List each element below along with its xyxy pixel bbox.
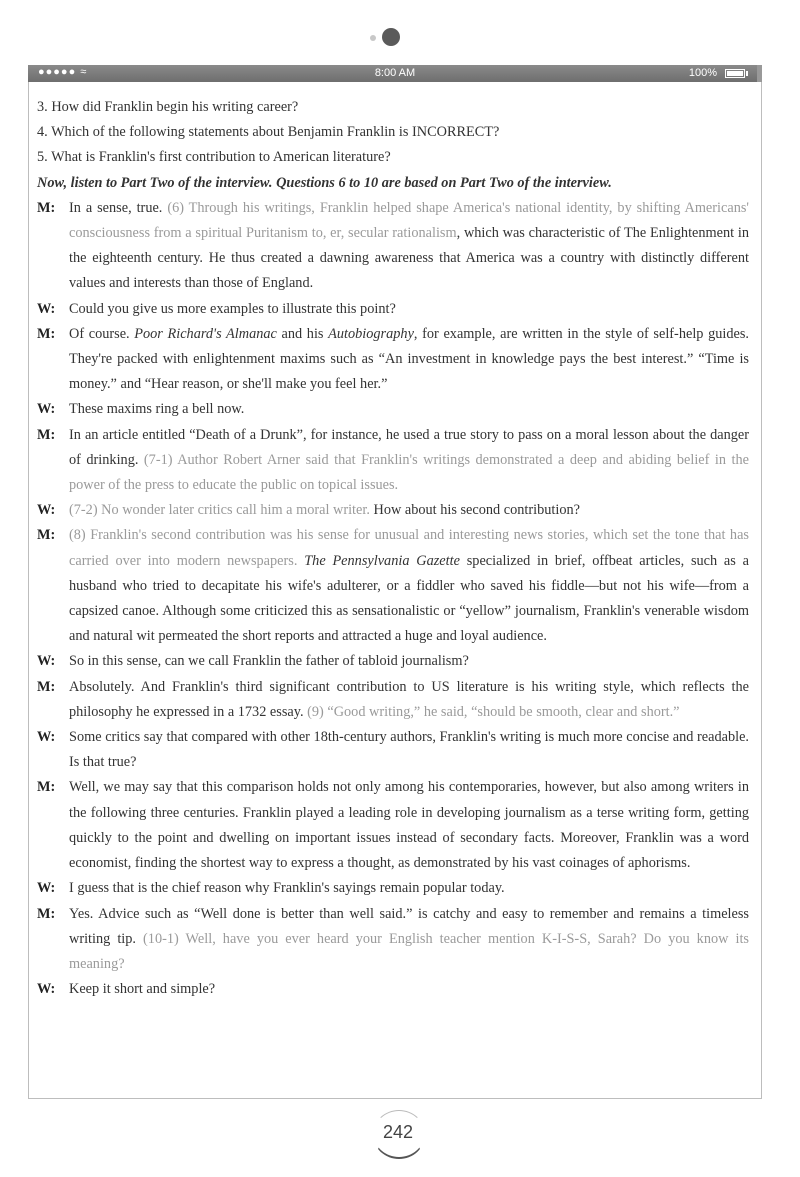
dialogue-turn bbox=[37, 902, 749, 978]
speaker-label: W: bbox=[37, 880, 56, 897]
speaker-label: W: bbox=[37, 729, 56, 746]
question-item bbox=[37, 95, 749, 120]
dialogue-text: , for example, are written in the style of self-help guides. They're packed with enlightenment maxims such as “An investment in knowledge pays the best interest.” “Time is money.” and “Hear reason, or she'll make you feel her.” bbox=[69, 325, 749, 393]
speaker-label: W: bbox=[37, 653, 56, 670]
speaker-label: W: bbox=[37, 401, 56, 418]
question-item bbox=[37, 120, 749, 145]
dialogue-text: I guess that is the chief reason why Franklin's sayings remain popular today. bbox=[69, 880, 505, 897]
dialogue-turn bbox=[37, 397, 749, 422]
dialogue-text: In an article entitled “Death of a Drunk”, for instance, he used a true story to pass on a moral lesson about the danger of drinking. bbox=[69, 426, 749, 468]
scrollbar[interactable] bbox=[757, 65, 762, 82]
transcript-content bbox=[37, 95, 749, 1002]
dialogue-turn bbox=[37, 523, 749, 649]
status-time: 8:00 AM bbox=[374, 67, 416, 79]
speaker-label: W: bbox=[37, 300, 56, 317]
battery-tip bbox=[746, 71, 748, 76]
dialogue-text: In a sense, true. bbox=[69, 199, 168, 216]
dialogue-turn bbox=[37, 196, 749, 297]
dialogue-turn bbox=[37, 977, 749, 1002]
answer-cue-text: (6) Through his writings, Franklin helped shape America's national identity, by shifting Americans' consciousness from a spiritual Puritanism to, er, secular rationalism bbox=[69, 199, 749, 242]
dialogue-text: Some critics say that compared with other 18th-century authors, Franklin's writing is much more concise and readable. Is that true? bbox=[69, 729, 749, 771]
device-sensor bbox=[370, 35, 376, 41]
dialogue bbox=[37, 196, 749, 1003]
dialogue-turn bbox=[37, 775, 749, 876]
answer-cue-text: (8) Franklin's second contribution was his sense for unusual and interesting news stories, which set the tone that has carried over into modern newspapers. bbox=[69, 527, 749, 569]
dialogue-text: So in this sense, can we call Franklin the father of tabloid journalism? bbox=[69, 653, 469, 670]
dialogue-turn bbox=[37, 498, 749, 523]
dialogue-turn bbox=[37, 297, 749, 322]
title-text: Autobiography bbox=[328, 325, 414, 342]
dialogue-text: Keep it short and simple? bbox=[69, 981, 216, 998]
dialogue-turn bbox=[37, 876, 749, 901]
dialogue-text: How about his second contribution? bbox=[373, 502, 580, 519]
question-text: Which of the following statements about Benjamin Franklin is INCORRECT? bbox=[51, 124, 500, 141]
dialogue-text: Absolutely. And Franklin's third significant contribution to US literature is his writing style, which reflects the philosophy he expressed in a 1732 essay. bbox=[69, 678, 749, 720]
dialogue-text: Of course. bbox=[69, 325, 135, 342]
page-number-badge bbox=[366, 1108, 430, 1158]
dialogue-text: and his bbox=[276, 325, 329, 342]
battery-percent: 100% bbox=[688, 67, 717, 79]
signal-wifi-icon: ●●●●● ≈ bbox=[38, 66, 88, 78]
speaker-label: M: bbox=[37, 527, 56, 544]
dialogue-turn bbox=[37, 322, 749, 398]
answer-cue-text: (7-1) Author Robert Arner said that Franklin's writings demonstrated a deep and abiding belief in the power of the press to educate the public on topical issues. bbox=[69, 451, 749, 494]
question-list bbox=[37, 95, 749, 171]
dialogue-text: specialized in brief, offbeat articles, such as a husband who tried to decapitate his wife's adulterer, or a fiddler who saved his fiddle—but not his wife—from a capsized canoe. Although some criticized this as sensationalistic or “yellow” journalism, Franklin's venerable wisdom and natural wit permeated the short reports and attracted a huge and loyal audience. bbox=[69, 552, 749, 645]
speaker-label: W: bbox=[37, 502, 56, 519]
title-text: Poor Richard's Almanac bbox=[134, 325, 277, 342]
page-number: 242 bbox=[382, 1122, 414, 1142]
dialogue-text: , which was characteristic of The Enlightenment in the eighteenth century. He thus created a dawning awareness that America was a country with distinctly different values and interests than those of England. bbox=[69, 225, 750, 292]
camera-lens bbox=[382, 28, 400, 46]
question-number: 4. bbox=[37, 124, 48, 141]
dialogue-turn bbox=[37, 675, 749, 725]
dialogue-turn bbox=[37, 423, 749, 499]
part-two-instruction: Now, listen to Part Two of the interview. Questions 6 to 10 are based on Part Two of the interview. bbox=[37, 174, 612, 191]
speaker-label: M: bbox=[37, 199, 56, 216]
dialogue-text: Well, we may say that this comparison holds not only among his contemporaries, however, but also among writers in the following three centuries. Franklin played a leading role in developing journalism as a terse writing form, getting quickly to the point and dwelling on important issues instead of secondary facts. Moreover, Franklin was a word economist, finding the shortest way to express a thought, as demonstrated by his vast coinages of aphorisms. bbox=[69, 779, 749, 872]
speaker-label: M: bbox=[37, 426, 56, 443]
status-bar bbox=[28, 65, 762, 82]
dialogue-turn bbox=[37, 725, 749, 775]
answer-cue-text: (7-2) No wonder later critics call him a moral writer. bbox=[69, 502, 374, 519]
device-camera bbox=[370, 28, 410, 50]
answer-cue-text: (9) “Good writing,” he said, “should be smooth, clear and short.” bbox=[307, 703, 680, 720]
title-text: The Pennsylvania Gazette bbox=[304, 552, 460, 569]
question-item bbox=[37, 145, 749, 170]
dialogue-text: Yes. Advice such as “Well done is better than well said.” is catchy and easy to remember and remains a timeless writing tip. bbox=[69, 905, 749, 947]
speaker-label: M: bbox=[37, 905, 56, 922]
question-number: 3. bbox=[37, 99, 48, 115]
speaker-label: M: bbox=[37, 678, 56, 695]
dialogue-text: These maxims ring a bell now. bbox=[69, 401, 245, 418]
question-text: How did Franklin begin his writing career? bbox=[51, 99, 299, 115]
question-text: What is Franklin's first contribution to American literature? bbox=[51, 149, 391, 166]
dialogue-turn bbox=[37, 649, 749, 674]
battery-icon bbox=[725, 69, 745, 78]
dialogue-text: Could you give us more examples to illustrate this point? bbox=[69, 300, 396, 317]
answer-cue-text: (10-1) Well, have you ever heard your English teacher mention K-I-S-S, Sarah? Do you know its meaning? bbox=[69, 930, 749, 972]
question-number: 5. bbox=[37, 149, 48, 166]
speaker-label: M: bbox=[37, 325, 56, 342]
speaker-label: M: bbox=[37, 779, 56, 796]
speaker-label: W: bbox=[37, 981, 56, 998]
